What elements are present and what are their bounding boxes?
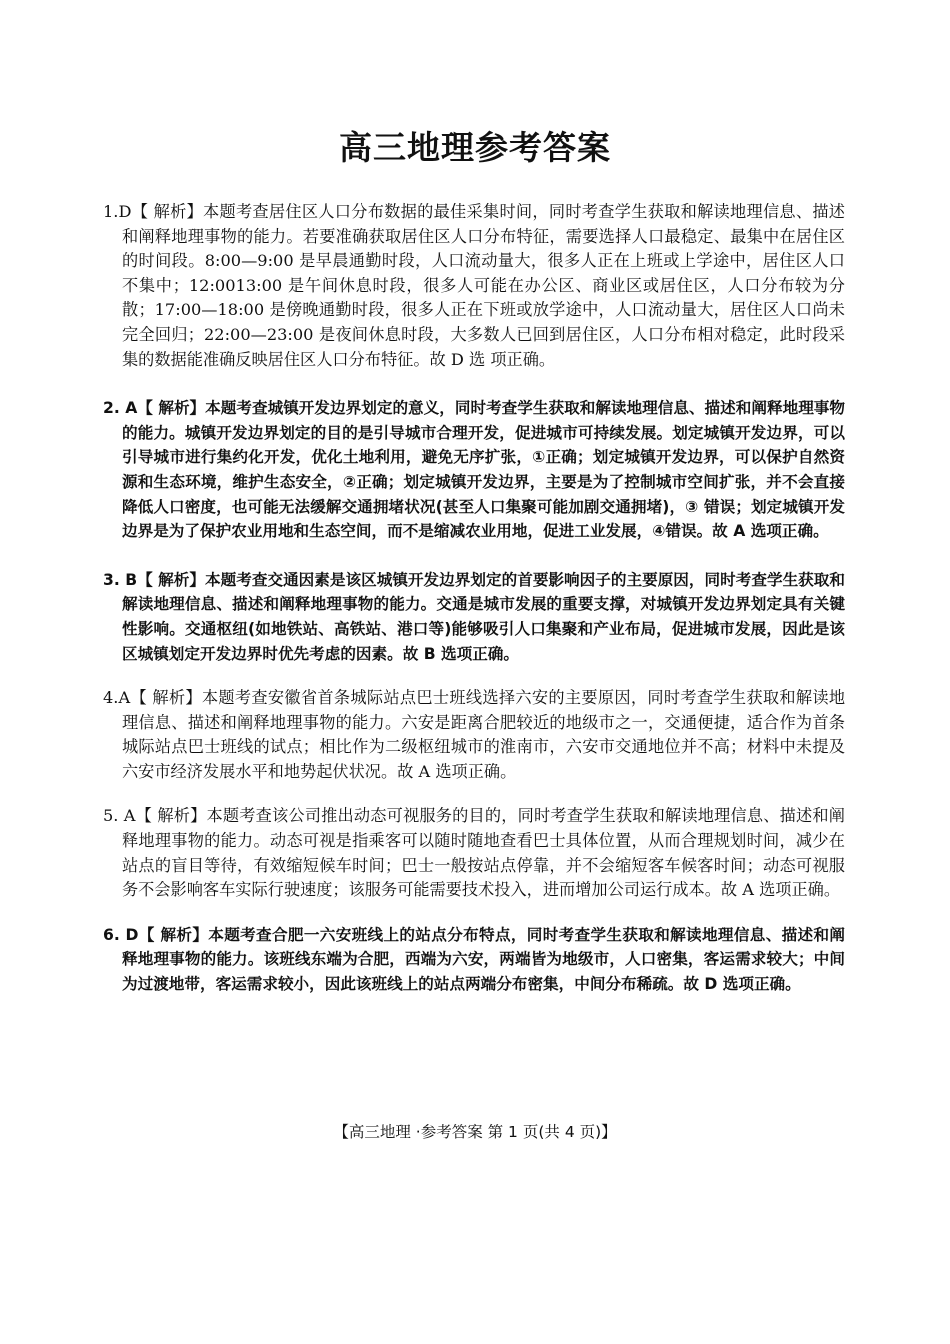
answer-label-1: 1.D【 解析】: [103, 202, 204, 221]
answer-item-2: [103, 396, 845, 544]
answer-label-4: 4.A【 解析】: [103, 688, 202, 708]
answer-text-5: 本题考查该公司推出动态可视服务的目的，同时考查学生获取和解读地理信息、描述和阐释地理事物的能力。动态可视是指乘客可以随时随地查看巴士具体位置，从而合理规划时间，减少在站点的盲目等待，有效缩短候车时间；巴士一般按站点停靠，并不会缩短客车候客时间；动态可视服务不会影响客车实际行驶速度；该服务可能需要技术投入，进而增加公司运行成本。故 A 选项正确。: [122, 806, 845, 900]
answer-item-3: [103, 568, 845, 666]
answer-label-2: 2. A【 解析】: [103, 399, 206, 418]
answer-text-3: 本题考查交通因素是该区城镇开发边界划定的首要影响因子的主要原因，同时考查学生获取和解读地理信息、描述和阐释地理事物的能力。交通是城市发展的重要支撑，对城镇开发边界划定具有关键性影响。交通枢纽(如地铁站、高铁站、港口等)能够吸引人口集聚和产业布局，促进城市发展，因此是该区城镇划定开发边界时优先考虑的因素。故 B 选项正确。: [122, 570, 845, 663]
answer-list: [103, 200, 845, 997]
page-footer: 【高三地理 ·参考答案 第 1 页(共 4 页)】: [333, 1123, 617, 1141]
answer-item-5: [103, 804, 845, 902]
answer-item-1: [103, 200, 845, 372]
answer-text-2: 本题考查城镇开发边界划定的意义，同时考查学生获取和解读地理信息、描述和阐释地理事物的能力。城镇开发边界划定的目的是引导城市合理开发，促进城市可持续发展。划定城镇开发边界，可以引导城市进行集约化开发，优化土地利用，避免无序扩张，①正确；划定城镇开发边界，可以保护自然资源和生态环境，维护生态安全，②正确；划定城镇开发边界，主要是为了控制城市空间扩张，并不会直接降低人口密度，也可能无法缓解交通拥堵状况(甚至人口集聚可能加剧交通拥堵)，③ 错误；划定城镇开发边界是为了保护农业用地和生态空间，而不是缩减农业用地，促进工业发展，④错误。故 A 选项正确。: [122, 399, 845, 541]
answer-text-1: 本题考查居住区人口分布数据的最佳采集时间，同时考查学生获取和解读地理信息、描述和阐释地理事物的能力。若要准确获取居住区人口分布特征，需要选择人口最稳定、最集中在居住区的时间段。8:00—9:00 是早晨通勤时段，人口流动量大，很多人正在上班或上学途中，居住区人口不集中；12:0013:00 是午间休息时段，很多人可能在办公区、商业区或居住区，人口分布较为分散；17:00—18:00 是傍晚通勤时段，很多人正在下班或放学途中，人口流动量大，居住区人口尚未完全回归；22:00—23:00 是夜间休息时段，大多数人已回到居住区，人口分布相对稳定，此时段采集的数据能准确反映居住区人口分布特征。故 D 选 项正确。: [122, 202, 845, 369]
answer-label-3: 3. B【 解析】: [103, 570, 206, 589]
answer-text-6: 本题考查合肥一六安班线上的站点分布特点，同时考查学生获取和解读地理信息、描述和阐释地理事物的能力。该班线东端为合肥，西端为六安，两端皆为地级市，人口密集，客运需求较大；中间为过渡地带，客运需求较小，因此该班线上的站点两端分布密集，中间分布稀疏。故 D 选项正确。: [122, 925, 845, 994]
answer-item-6: [103, 923, 845, 997]
page-title: 高三地理参考答案: [339, 128, 611, 167]
answer-label-6: 6. D【 解析】: [103, 925, 209, 944]
answer-item-4: [103, 686, 845, 784]
answer-label-5: 5. A【 解析】: [103, 806, 207, 826]
answer-text-4: 本题考查安徽省首条城际站点巴士班线选择六安的主要原因，同时考查学生获取和解读地理信息、描述和阐释地理事物的能力。六安是距离合肥较近的地级市之一，交通便捷，适合作为首条城际站点巴士班线的试点；相比作为二级枢纽城市的淮南市，六安市交通地位并不高；材料中未提及六安市经济发展水平和地势起伏状况。故 A 选项正确。: [122, 688, 846, 781]
